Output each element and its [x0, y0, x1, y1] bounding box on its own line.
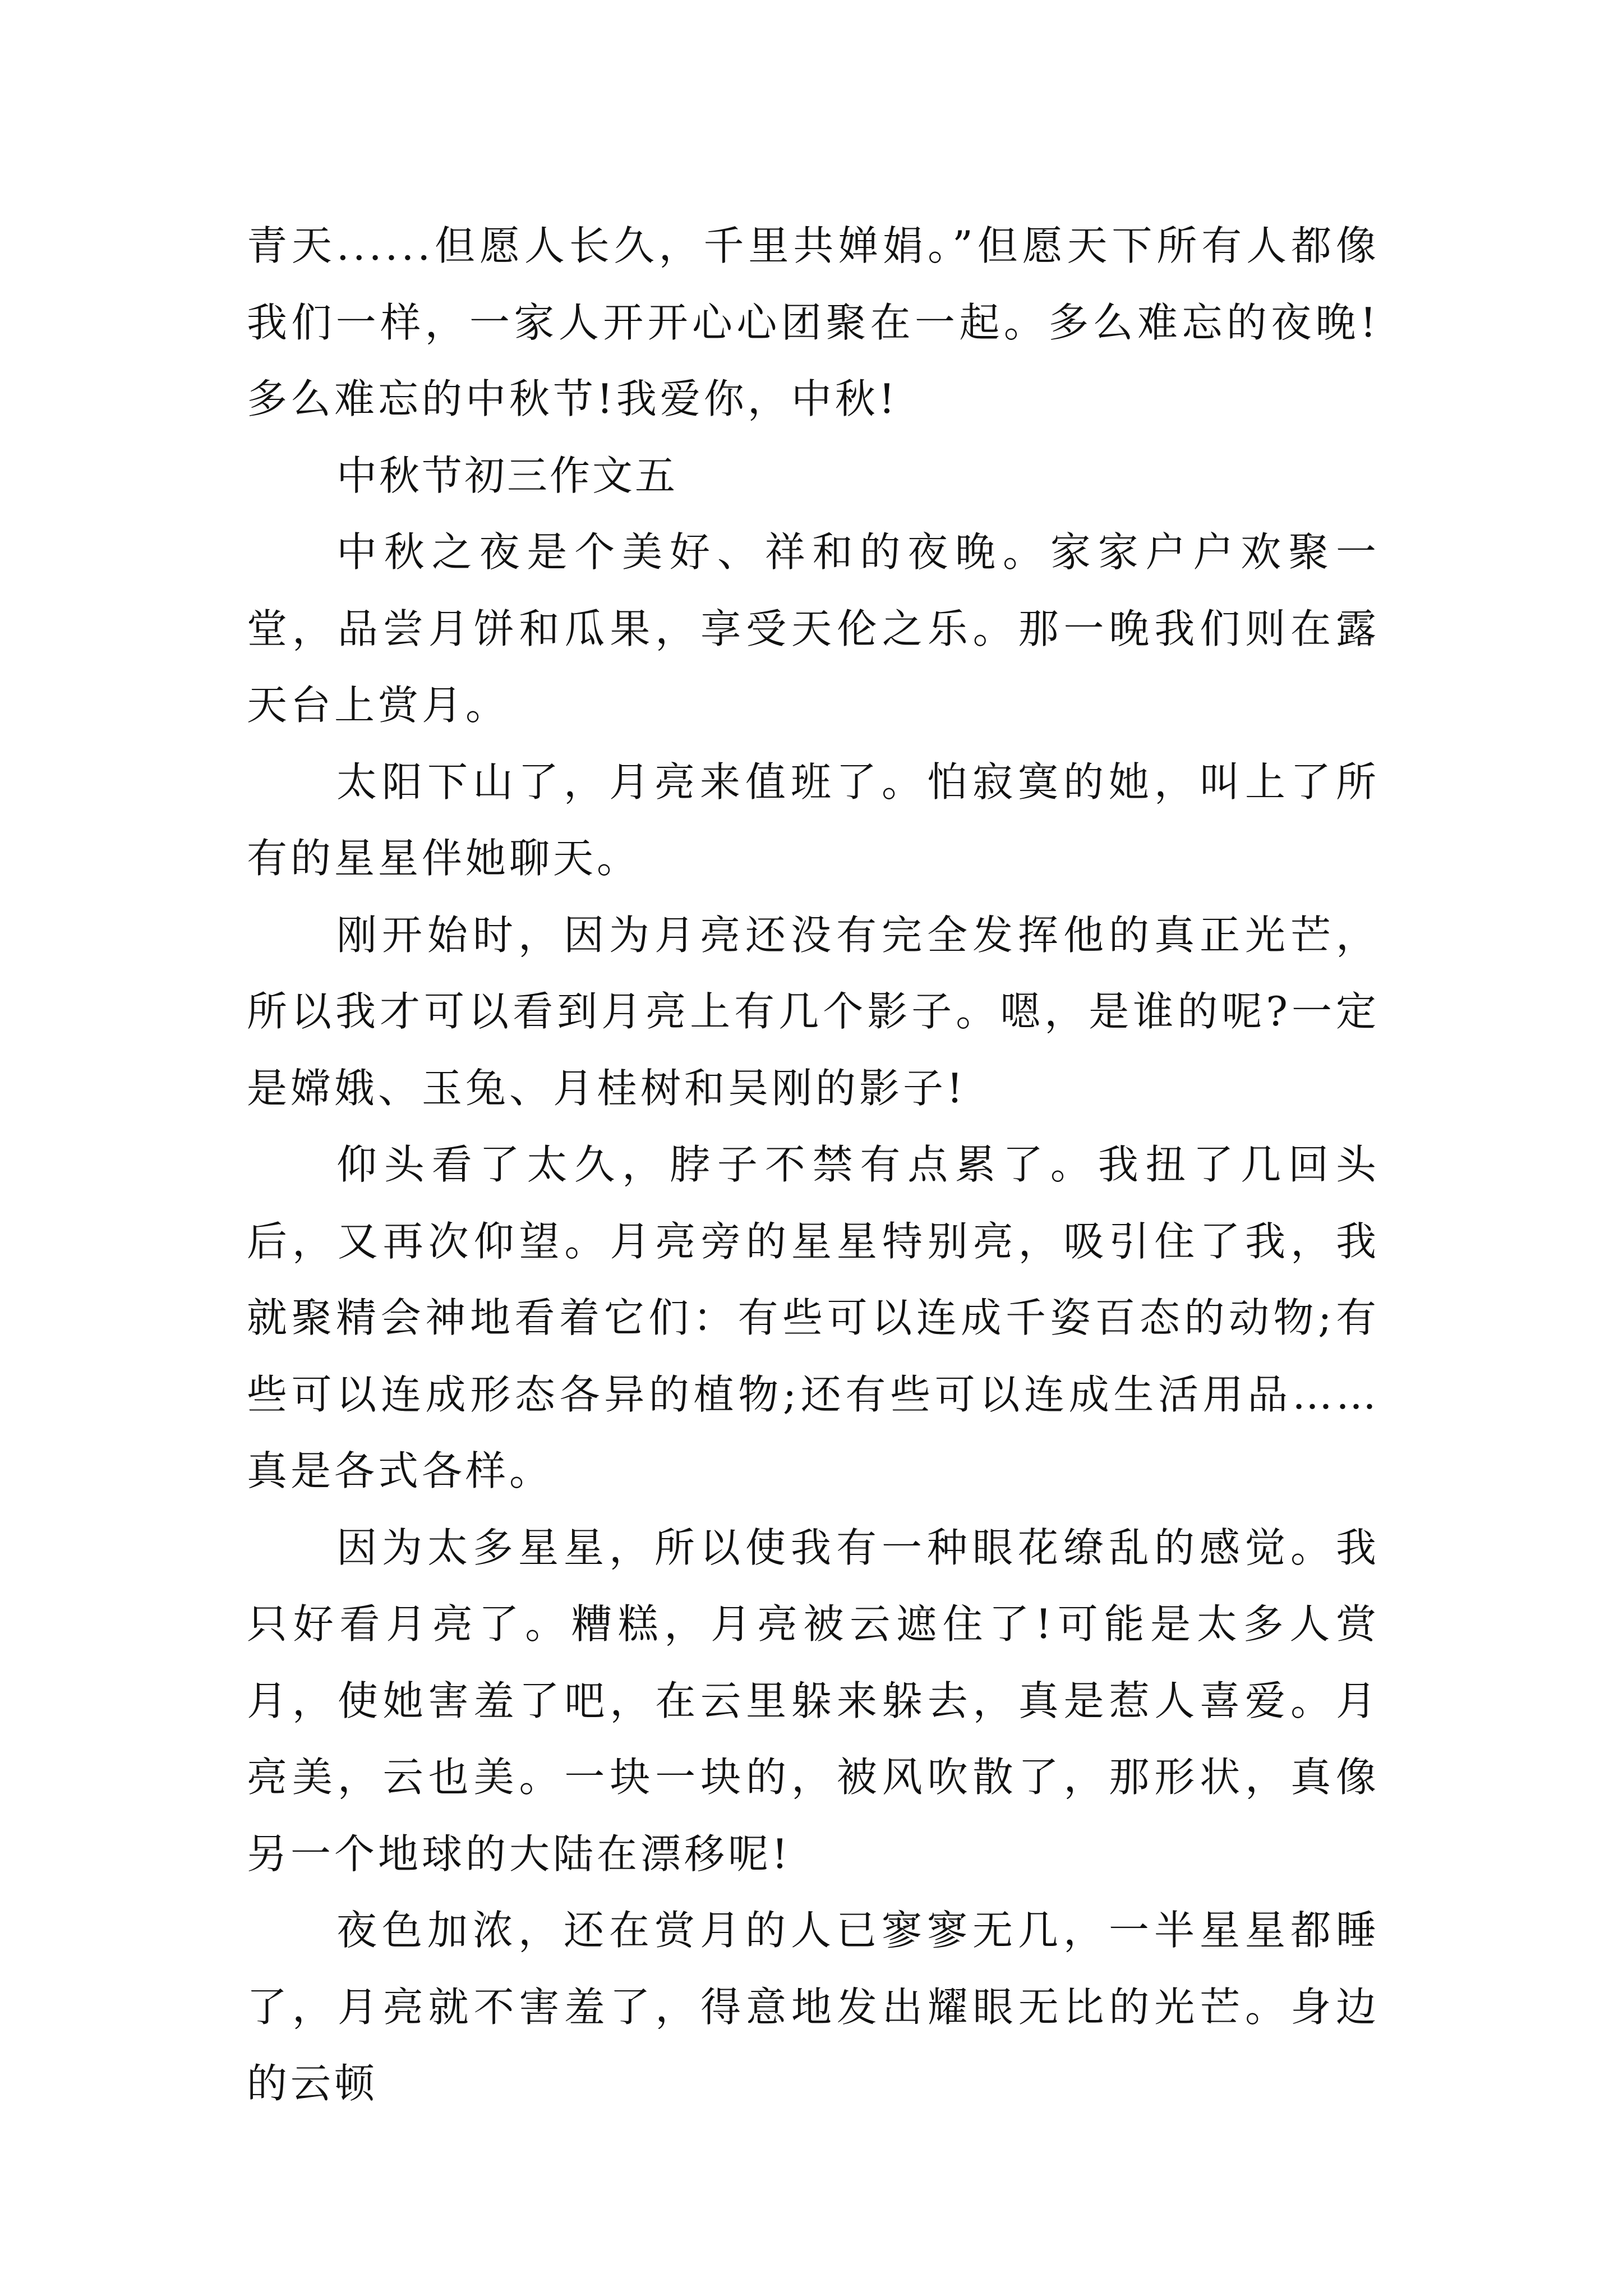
paragraph: 太阳下山了，月亮来值班了。怕寂寞的她，叫上了所有的星星伴她聊天。: [247, 758, 1380, 882]
essay-body: [247, 208, 1380, 2122]
essay-title: 中秋节初三作文五: [336, 452, 678, 499]
paragraph: 因为太多星星，所以使我有一种眼花缭乱的感觉。我只好看月亮了。糟糕，月亮被云遮住了!可能是太多人赏月，使她害羞了吧，在云里躲来躲去，真是惹人喜爱。月亮美，云也美。一块一块的，被风吹散了，那形状，真像另一个地球的大陆在漂移呢!: [247, 1524, 1380, 1878]
paragraph-continuation: 青天......但愿人长久，千里共婵娟。”但愿天下所有人都像我们一样，一家人开开心心团聚在一起。多么难忘的夜晚!多么难忘的中秋节!我爱你，中秋!: [247, 222, 1380, 422]
paragraph: 仰头看了太久，脖子不禁有点累了。我扭了几回头后，又再次仰望。月亮旁的星星特别亮，吸引住了我，我就聚精会神地看着它们：有些可以连成千姿百态的动物;有些可以连成形态各异的植物;还有些可以连成生活用品……真是各式各样。: [247, 1141, 1380, 1494]
paragraph: 刚开始时，因为月亮还没有完全发挥他的真正光芒，所以我才可以看到月亮上有几个影子。嗯，是谁的呢?一定是嫦娥、玉兔、月桂树和吴刚的影子!: [247, 911, 1380, 1112]
paragraph: 中秋之夜是个美好、祥和的夜晚。家家户户欢聚一堂，品尝月饼和瓜果，享受天伦之乐。那一晚我们则在露天台上赏月。: [247, 528, 1380, 729]
paragraph: 夜色加浓，还在赏月的人已寥寥无几，一半星星都睡了，月亮就不害羞了，得意地发出耀眼无比的光芒。身边的云顿: [247, 1907, 1380, 2107]
